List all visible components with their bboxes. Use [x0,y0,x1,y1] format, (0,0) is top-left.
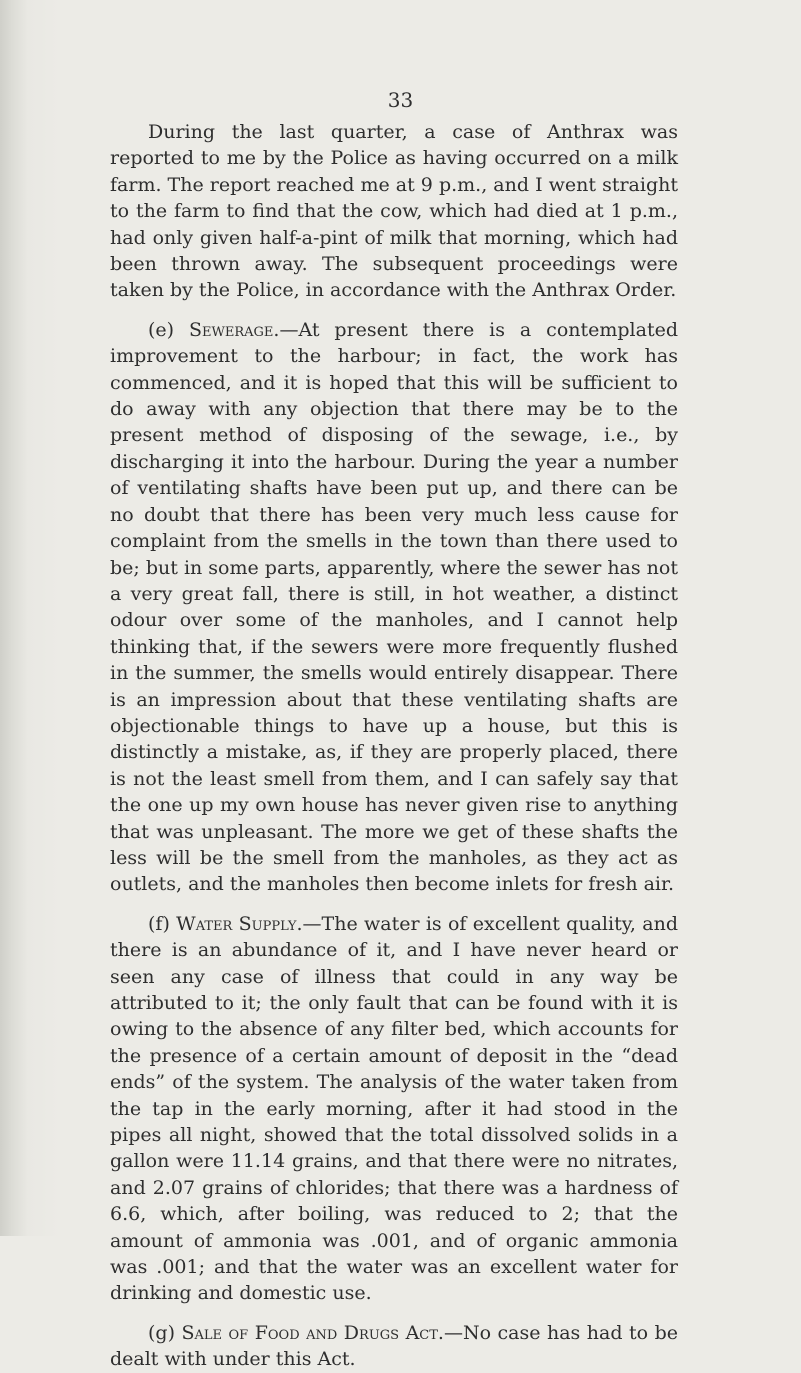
paragraph-text: —At present there is a contemplated improvement to the harbour; in fact, the work has commenced, and it is hoped that this will be sufficient to do away with any objection that there may be to the present method of disposing of the sewage, i.e., by discharging it into the harbour. During the year a number of ventilating shafts have been put up, and there can be no doubt that there has been very much less cause for complaint from the smells in the town than there used to be; but in some parts, apparently, where the sewer has not a very great fall, there is still, in hot weather, a distinct odour over some of the manholes, and I cannot help thinking that, if the sewers were more frequently flushed in the summer, the smells would entirely disappear. There is an impression about that these ventilating shafts are objectionable things to have up a house, but this is distinctly a mistake, as, if they are properly placed, there is not the least smell from them, and I can safely say that the one up my own house has never given rise to anything that was unpleasant. The more we get of these shafts the less will be the smell from the manholes, as they act as outlets, and the manholes then become inlets for fresh air. [110,318,678,896]
paragraph-text: —No case has had to be dealt with under this Act. [110,1321,679,1371]
paragraph-text: During the last quarter, a case of Anthrax was reported to me by the Police as having occurred on a milk farm. The report reached me at 9 p.m., and I went straight to the farm to find that the cow, which had died at 1 p.m., had only given half-a-pint of milk that morning, which had been thrown away. The subsequent proceedings were taken by the Police, in accordance with the Anthrax Order. [110,121,678,302]
section-heading-sewerage: Sewerage. [189,318,280,341]
paragraph-water-supply [110,911,678,1307]
paragraph-lead: (e) [148,318,190,341]
paragraph-text: —The water is of excellent quality, and there is an abundance of it, and I have never heard or seen any case of illness that could in any way be attributed to it; the only fault that can be found with it is owing to the absence of any filter bed, which accounts for the presence of a certain amount of deposit in the “dead ends” of the system. The analysis of the water taken from the tap in the early morning, after it had stood in the pipes all night, showed that the total dissolved solids in a gallon were 11.14 grains, and that there were no nitrates, and 2.07 grains of chlorides; that there was a hardness of 6.6, which, after boiling, was reduced to 2; that the amount of ammonia was .001, and of organic ammonia was .001; and that the water was an excellent water for drinking and domestic use. [110,912,678,1305]
paragraph-sewerage [110,317,678,898]
paragraph-food-and-drugs [110,1320,678,1373]
section-heading-food-and-drugs: Sale of Food and Drugs Act. [181,1321,444,1344]
page-number: 33 [387,88,414,112]
paragraph-lead: (f) [148,912,177,935]
paragraph-lead: (g) [148,1321,182,1344]
paragraph-anthrax [110,119,678,304]
section-heading-water-supply: Water Supply. [176,912,303,935]
body-text [110,119,678,1373]
